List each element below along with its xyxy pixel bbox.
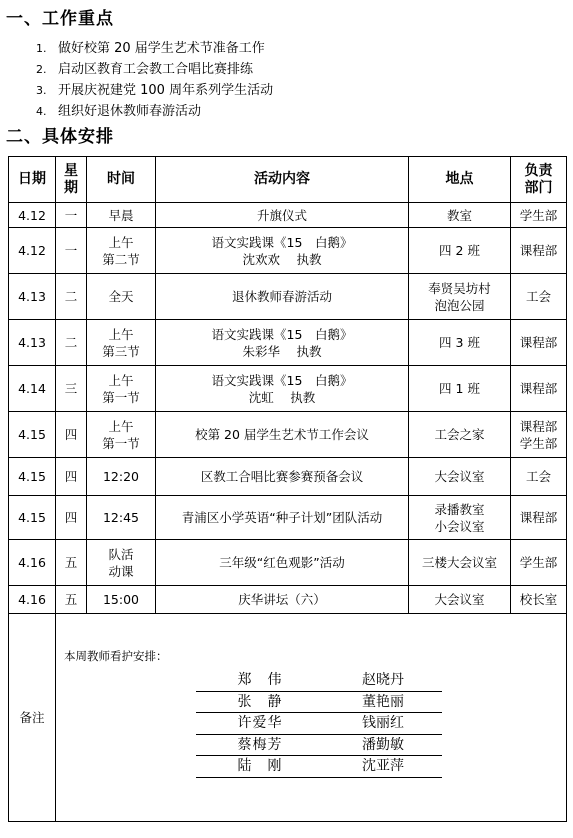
cell-time: 上午 第二节 xyxy=(87,228,156,274)
cell-time: 12:20 xyxy=(87,458,156,496)
cell-date: 4.15 xyxy=(9,412,56,458)
cell-dept: 课程部 xyxy=(511,320,567,366)
focus-item xyxy=(36,80,273,101)
duty-teacher: 董艳丽 xyxy=(324,691,442,713)
cell-content: 升旗仪式 xyxy=(156,203,409,228)
focus-item-text: 开展庆祝建党 100 周年系列学生活动 xyxy=(58,83,274,98)
cell-place: 教室 xyxy=(409,203,511,228)
cell-time: 12:45 xyxy=(87,496,156,540)
cell-time: 早晨 xyxy=(87,203,156,228)
schedule-table xyxy=(8,156,567,822)
table-row xyxy=(9,203,567,228)
header-weekday: 星 期 xyxy=(56,157,87,203)
table-row xyxy=(9,228,567,274)
cell-dept: 工会 xyxy=(511,274,567,320)
cell-place: 工会之家 xyxy=(409,412,511,458)
cell-weekday: 四 xyxy=(56,458,87,496)
cell-weekday: 五 xyxy=(56,586,87,614)
duty-teacher: 张 静 xyxy=(196,691,324,713)
cell-date: 4.13 xyxy=(9,320,56,366)
cell-place: 大会议室 xyxy=(409,586,511,614)
cell-place: 四 2 班 xyxy=(409,228,511,274)
section-title-schedule: 二、具体安排 xyxy=(6,127,114,147)
cell-weekday: 三 xyxy=(56,366,87,412)
table-row xyxy=(9,540,567,586)
cell-weekday: 五 xyxy=(56,540,87,586)
focus-item xyxy=(36,101,273,122)
duty-teacher: 蔡梅芳 xyxy=(196,734,324,756)
remark-cell xyxy=(56,614,567,822)
focus-item-number: 2. xyxy=(36,63,47,76)
duty-row xyxy=(196,691,442,713)
table-row xyxy=(9,412,567,458)
duty-table xyxy=(196,670,442,778)
header-date: 日期 xyxy=(9,157,56,203)
cell-content: 语文实践课《15 白鹅》 朱彩华 执教 xyxy=(156,320,409,366)
cell-weekday: 二 xyxy=(56,320,87,366)
table-row xyxy=(9,320,567,366)
cell-dept: 工会 xyxy=(511,458,567,496)
remark-row xyxy=(9,614,567,822)
cell-place: 四 1 班 xyxy=(409,366,511,412)
focus-item-text: 做好校第 20 届学生艺术节准备工作 xyxy=(58,41,265,56)
cell-weekday: 四 xyxy=(56,412,87,458)
table-row xyxy=(9,586,567,614)
cell-content: 语文实践课《15 白鹅》 沈欢欢 执教 xyxy=(156,228,409,274)
cell-content: 区教工合唱比赛参赛预备会议 xyxy=(156,458,409,496)
focus-list xyxy=(36,38,273,122)
cell-date: 4.16 xyxy=(9,540,56,586)
header-dept: 负责 部门 xyxy=(511,157,567,203)
focus-item xyxy=(36,59,273,80)
cell-dept: 学生部 xyxy=(511,203,567,228)
duty-row xyxy=(196,670,442,691)
table-row xyxy=(9,458,567,496)
duty-teacher: 陆 刚 xyxy=(196,756,324,778)
cell-place: 录播教室 小会议室 xyxy=(409,496,511,540)
cell-dept: 校长室 xyxy=(511,586,567,614)
cell-content: 退休教师春游活动 xyxy=(156,274,409,320)
header-place: 地点 xyxy=(409,157,511,203)
duty-teacher: 潘勤敏 xyxy=(324,734,442,756)
focus-item-text: 组织好退休教师春游活动 xyxy=(58,104,202,119)
table-row xyxy=(9,496,567,540)
cell-date: 4.14 xyxy=(9,366,56,412)
table-row xyxy=(9,274,567,320)
cell-date: 4.12 xyxy=(9,203,56,228)
cell-content: 庆华讲坛（六） xyxy=(156,586,409,614)
duty-teacher: 许爱华 xyxy=(196,713,324,735)
cell-weekday: 二 xyxy=(56,274,87,320)
cell-content: 三年级“红色观影”活动 xyxy=(156,540,409,586)
cell-time: 队活 动课 xyxy=(87,540,156,586)
cell-dept: 课程部 学生部 xyxy=(511,412,567,458)
cell-dept: 课程部 xyxy=(511,496,567,540)
section-title-focus: 一、工作重点 xyxy=(6,9,114,29)
focus-item-number: 3. xyxy=(36,84,47,97)
cell-dept: 学生部 xyxy=(511,540,567,586)
cell-weekday: 一 xyxy=(56,228,87,274)
cell-time: 全天 xyxy=(87,274,156,320)
cell-date: 4.12 xyxy=(9,228,56,274)
table-header-row xyxy=(9,157,567,203)
header-content: 活动内容 xyxy=(156,157,409,203)
cell-weekday: 四 xyxy=(56,496,87,540)
focus-item-number: 4. xyxy=(36,105,47,118)
cell-date: 4.13 xyxy=(9,274,56,320)
table-row xyxy=(9,366,567,412)
duty-row xyxy=(196,756,442,778)
cell-place: 大会议室 xyxy=(409,458,511,496)
cell-time: 上午 第三节 xyxy=(87,320,156,366)
remark-label: 备注 xyxy=(9,614,56,822)
cell-time: 上午 第一节 xyxy=(87,366,156,412)
focus-item-text: 启动区教育工会教工合唱比赛排练 xyxy=(58,62,254,77)
cell-content: 校第 20 届学生艺术节工作会议 xyxy=(156,412,409,458)
cell-dept: 课程部 xyxy=(511,366,567,412)
cell-date: 4.16 xyxy=(9,586,56,614)
cell-time: 15:00 xyxy=(87,586,156,614)
duty-teacher: 钱丽红 xyxy=(324,713,442,735)
cell-place: 三楼大会议室 xyxy=(409,540,511,586)
duty-teacher: 沈亚萍 xyxy=(324,756,442,778)
cell-content: 语文实践课《15 白鹅》 沈虹 执教 xyxy=(156,366,409,412)
cell-date: 4.15 xyxy=(9,496,56,540)
cell-date: 4.15 xyxy=(9,458,56,496)
cell-time: 上午 第一节 xyxy=(87,412,156,458)
duty-teacher: 赵晓丹 xyxy=(324,670,442,691)
cell-place: 四 3 班 xyxy=(409,320,511,366)
cell-place: 奉贤吴坊村 泡泡公园 xyxy=(409,274,511,320)
cell-weekday: 一 xyxy=(56,203,87,228)
duty-row xyxy=(196,734,442,756)
duty-teacher: 郑 伟 xyxy=(196,670,324,691)
focus-item-number: 1. xyxy=(36,42,47,55)
duty-row xyxy=(196,713,442,735)
cell-dept: 课程部 xyxy=(511,228,567,274)
cell-content: 青浦区小学英语“种子计划”团队活动 xyxy=(156,496,409,540)
focus-item xyxy=(36,38,273,59)
remark-title: 本周教师看护安排： xyxy=(64,649,168,663)
header-time: 时间 xyxy=(87,157,156,203)
